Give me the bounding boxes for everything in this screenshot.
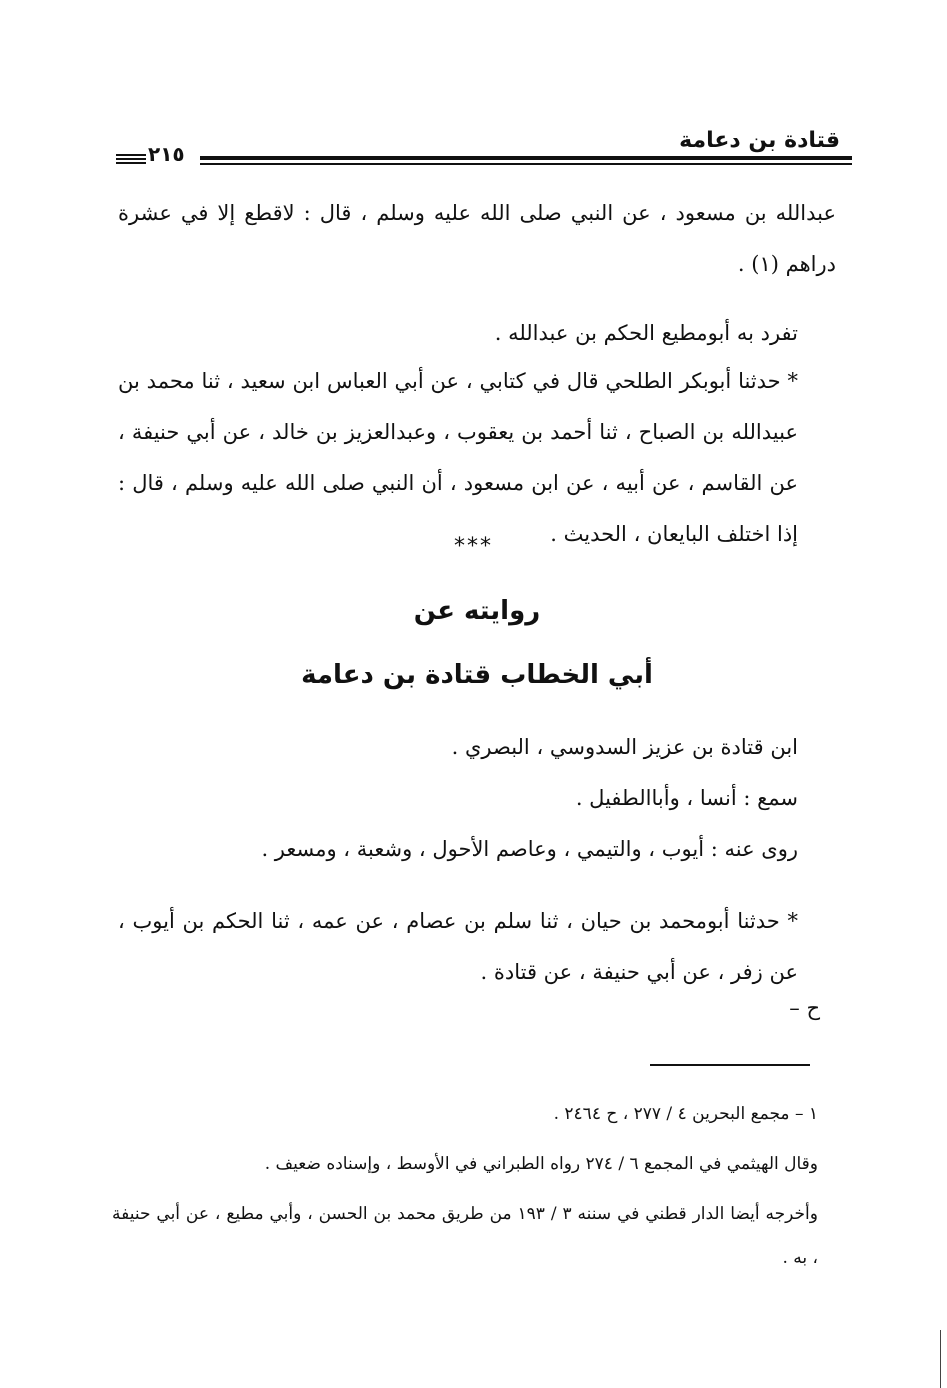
header-rule-thin: [200, 163, 852, 165]
paragraph-hadith-end: [118, 188, 836, 290]
footnote: وقال الهيثمي في المجمع ٦ / ٢٧٤ رواه الطبراني في الأوسط ، وإسناده ضعيف .: [264, 1154, 818, 1174]
narrator-bio: [118, 722, 836, 875]
paragraph: ابن قتادة بن عزيز السدوسي ، البصري .: [451, 735, 798, 759]
header-rule: [200, 156, 852, 160]
running-header: [112, 128, 840, 180]
paragraph: عبدالله بن مسعود ، عن النبي صلى الله عليه وسلم ، قال : لاقطع إلا في عشرة دراهم (١) .: [118, 201, 836, 276]
paragraph-isnad: [118, 356, 836, 560]
footnote-rule: [650, 1064, 810, 1066]
scan-edge-line: [940, 1330, 941, 1388]
paragraph: * حدثنا أبوبكر الطلحي قال في كتابي ، عن أبي العباس ابن سعيد ، ثنا محمد بن عبيدالله بن الصباح ، ثنا أحمد بن يعقوب ، وعبدالعزيز بن خالد ، عن أبي حنيفة ، عن القاسم ، عن أبيه ، عن ابن مسعود ، أن النبي صلى الله عليه وسلم ، قال : إذا اختلف البايعان ، الحديث .: [118, 369, 798, 546]
paragraph: روى عنه : أيوب ، والتيمي ، وعاصم الأحول ، وشعبة ، ومسعر .: [261, 837, 798, 861]
paragraph: تفرد به أبومطيع الحكم بن عبدالله .: [494, 321, 798, 345]
page-number: ٢١٥: [148, 142, 185, 166]
paragraph-isnad-2: [118, 896, 836, 998]
section-subheading: أبي الخطاب قتادة بن دعامة: [301, 660, 653, 690]
paragraph: * حدثنا أبومحمد بن حيان ، ثنا سلم بن عصام ، عن عمه ، ثنا الحكم بن أيوب ، عن زفر ، عن أبي حنيفة ، عن قتادة .: [118, 909, 798, 984]
paragraph: سمع : أنسا ، وأباالطفيل .: [575, 786, 798, 810]
section-heading: روايته عن: [413, 596, 541, 626]
paragraph-tafarrud: [118, 308, 836, 359]
header-ornament: [116, 154, 146, 164]
continuation-mark: ح –: [789, 996, 820, 1020]
footnote: ١ – مجمع البحرين ٤ / ٢٧٧ ، ح ٢٤٦٤ .: [553, 1104, 818, 1124]
footnote: وأخرجه أيضا الدار قطني في سننه ٣ / ١٩٣ من طريق محمد بن الحسن ، وأبي مطيع ، عن أبي حنيفة ، به .: [112, 1204, 818, 1268]
chapter-title: قتادة بن دعامة: [679, 128, 840, 153]
section-separator: ***: [454, 534, 493, 559]
footnotes: [112, 1092, 818, 1280]
